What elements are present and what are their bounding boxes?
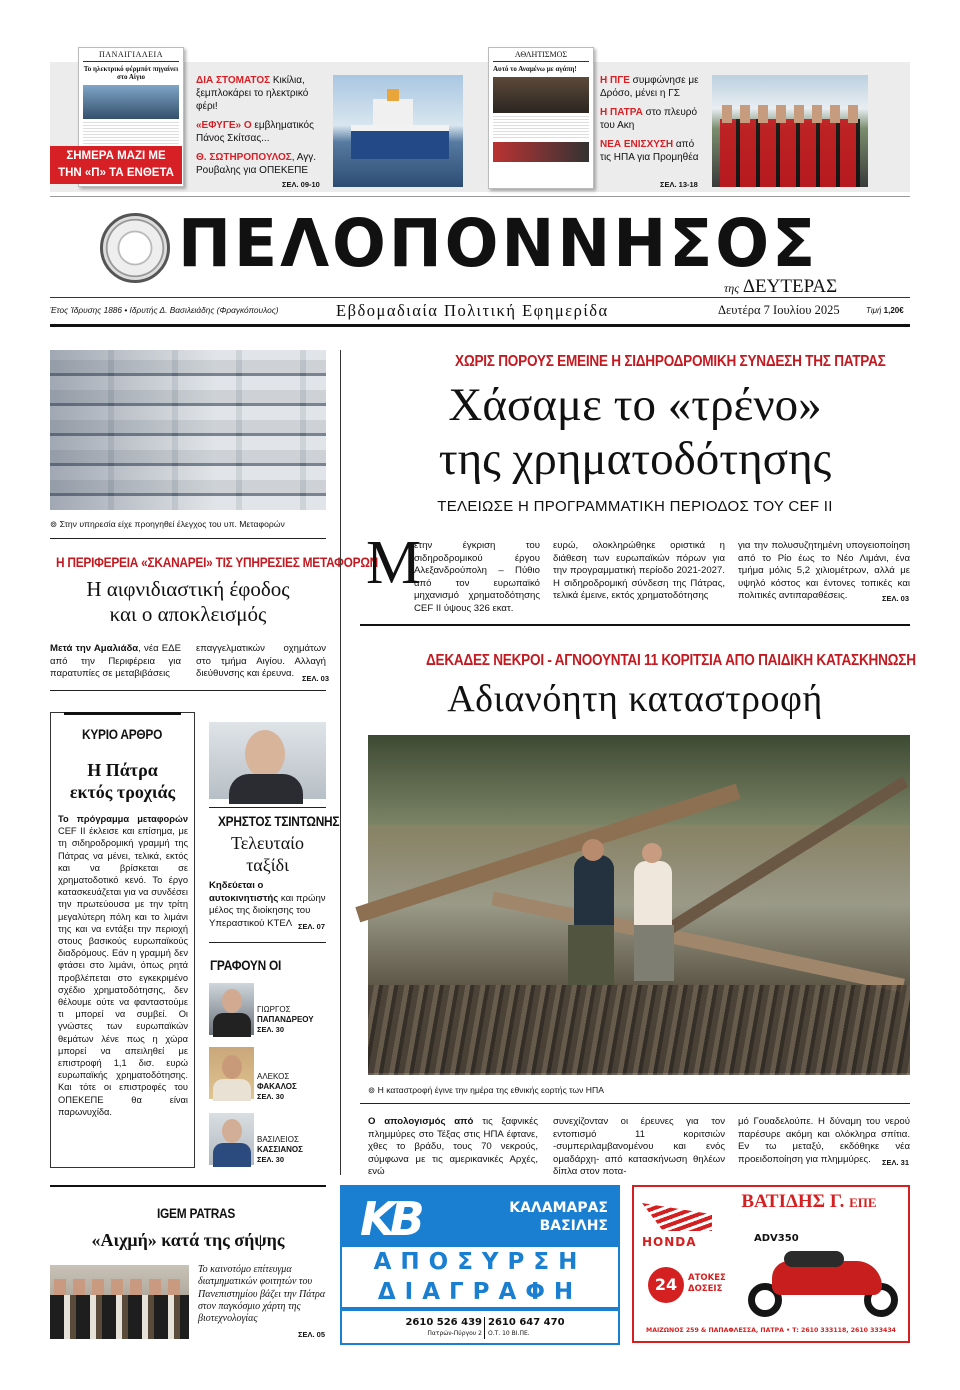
ad-services: ΑΠΟΣΥΡΣΗ ΔΙΑΓΡΑΦΗ [373, 1249, 587, 1305]
sports-headline: Αυτό το Αναμένω με αγάπη! [493, 65, 577, 73]
writers-label: ΓΡΑΦΟΥΝ ΟΙ [210, 957, 282, 973]
dealer-address: ΜΑΙΖΩΝΟΣ 259 & ΠΑΠΑΦΛΕΣΣΑ, ΠΑΤΡΑ • Τ: 2610 333118, 2610 333434 [646, 1327, 896, 1334]
supplement-label: ΠΑΝΑΙΓΙΑΛΕΙΑ [99, 50, 163, 59]
ad-vatidis[interactable] [632, 1185, 910, 1343]
disaster-headline[interactable]: Αδιανόητη καταστροφή [447, 678, 823, 720]
lead-body-col2: ευρώ, ολοκληρώθηκε οριστικά η διάθεση των ευρωπαϊκών πόρων για την προγραμματική περίοδο 2021-2027. Η σιδηροδρομική σύνδεση της Πάτρας, τελικά έμεινε, εκτός χρηματοδότησης [553, 540, 725, 602]
page-ref: ΣΕΛ. 07 [298, 922, 326, 931]
page-ref: ΣΕΛ. 03 [302, 674, 330, 683]
teaser-item: ΔΙΑ ΣΤΟΜΑΤΟΣ Κικίλια, ξεμπλοκάρει το ηλεκτρικό φέρι! [196, 75, 309, 112]
disaster-body-col1: Ο απολογισμός από τις ξαφνικές πλημμύρες στο Τέξας στις ΗΠΑ έφτανε, χθες το βράδυ, τους 70 νεκρούς, σύμφωνα με τις αμερικανικές Αρχές, ενώ [368, 1116, 538, 1178]
teaser-item: ΝΕΑ ΕΝΙΣΧΥΣΗ από τις ΗΠΑ για Προμηθέα [600, 139, 699, 163]
story-body: Μετά την Αμαλιάδα, νέα ΕΔΕ από την Περιφέρεια για παρατυπίες σε μεταβιβάσεις [50, 643, 181, 680]
lead-body-col3: για την πολυσυζητημένη υπογειοποίηση από το Ρίο έως το Νέο Λιμάνι, ένα τμήμα μόλις 5,2 χιλιομέτρων, αλλά με υψηλό κόστος και έντονες τοπικές και πολιτικές αντιπαραθέσεις. [738, 540, 910, 602]
badge-line-2: ΤΗΝ «Π» ΤΑ ΕΝΘΕΤΑ [58, 167, 174, 179]
editorial-title[interactable]: Η Πάτρα εκτός τροχιάς [69, 760, 176, 802]
kb-logo-icon: KB [360, 1192, 419, 1246]
camera-icon: ⊚ [368, 1085, 376, 1095]
masthead-logo [100, 213, 170, 283]
writer-photo [209, 1047, 254, 1099]
editorial-body: Το πρόγραμμα μεταφορών CEF II έκλεισε και επίσημα, με τη σιδηροδρομική γραμμή της Πάτρας να μένει, τελικά, εκτός και να βρίσκεται σε χρηματοδοτικό κενό. Το έργο κατασκευάζεται για να συνδέσει την πρωτεύουσα με την τρίτη μεγαλύτερη πόλη και το λιμάνι της και να εντάξει την περιοχή στους βασικούς ευρωπαϊκούς διαδρόμους. Εάν η γραμμή δεν φτάσει στο λιμάνι, όπως ρητά προβλέπεται στο εγκεκριμένο σχέδιο χρηματοδότησης, δεν θέλουμε ούτε να φανταστούμε τι μπορεί να συμβεί. Οι γνώστες των ευρωπαϊκών θεμάτων λένε πως η χώρα μπορεί να απειληθεί με επιστροφή 1,1 δισ. ευρώ ευρωπαϊκής χρηματοδότησης. Και τότε οι επιστροφές του ΟΠΕΚΕΠΕ θα είναι παρωνυχίδα. [58, 814, 188, 1117]
founded-line: Έτος Ίδρυσης 1886 • Ιδρυτής Δ. Βασιλειάδης (Φραγκόπουλος) [50, 305, 279, 315]
teaser-item: Η ΠΓΕ συμφώνησε με Δρόσο, μένει η ΓΣ [600, 75, 699, 99]
writer-name[interactable]: ΓΙΩΡΓΟΣ ΠΑΠΑΝΔΡΕΟΥ ΣΕΛ. 30 [257, 1005, 314, 1034]
brand-name: HONDA [642, 1235, 697, 1249]
price: Τιμή 1,20€ [866, 306, 904, 315]
installments-text: ΑΤΟΚΕΣ ΔΟΣΕΙΣ [688, 1273, 726, 1294]
page-ref: ΣΕΛ. 03 [882, 594, 910, 603]
ferry-photo [333, 75, 463, 187]
tagline: Εβδομαδιαία Πολιτική Εφημερίδα [336, 301, 609, 320]
team-photo [712, 75, 868, 187]
igem-body: Το καινοτόμο επίτευγμα διατμηματικών φοιτητών του Πανεπιστημίου βάζει την Πάτρα στον παγκόσμιο χάρτη της βιοτεχνολογίας [198, 1264, 326, 1325]
motorcycle-image [744, 1247, 904, 1319]
obituary-body: Κηδεύεται ο αυτοκινητιστής και πρώην μέλος της διοίκησης του Υπεραστικού ΚΤΕΛ [209, 880, 326, 929]
dealer-name: ΒΑΤΙΔΗΣ Γ. ΕΠΕ [741, 1191, 877, 1212]
portrait-photo [209, 722, 326, 799]
supplement-headline: Το ηλεκτρικό φέρμπότ πηγαίνει στο Αίγιο [83, 65, 179, 81]
writer-name[interactable]: ΑΛΕΚΟΣ ΦΑΚΑΛΟΣ ΣΕΛ. 30 [257, 1072, 297, 1101]
ad-phone[interactable]: 2610 526 439 Πατρών-Πύργου 2 [405, 1317, 482, 1337]
teaser-item: Θ. ΣΩΤΗΡΟΠΟΥΛΟΣ, Αγγ. Ρουβαλης για ΟΠΕΚΕΠΕ [196, 152, 317, 176]
sports-label: ΑΘΛΗΤΙΣΜΟΣ [514, 50, 568, 59]
lead-kicker: ΧΩΡΙΣ ΠΟΡΟΥΣ ΕΜΕΙΝΕ Η ΣΙΔΗΡΟΔΡΟΜΙΚΗ ΣΥΝΔΕΣΗ ΤΗΣ ΠΑΤΡΑΣ [455, 353, 886, 370]
badge-line-1: ΣΗΜΕΡΑ ΜΑΖΙ ΜΕ [66, 150, 166, 162]
page-ref: ΣΕΛ. 09-10 [282, 180, 320, 189]
camera-icon: ⊚ [50, 519, 58, 529]
story-body: επαγγελματικών οχημάτων στο τμήμα Αιγίου. Αλλαγή διεύθυνσης και έρευνα. [196, 643, 326, 680]
drop-cap: Μ [366, 529, 422, 597]
editorial-label: ΚΥΡΙΟ ΑΡΘΡΟ [82, 726, 163, 742]
story-headline[interactable]: Η αιφνιδιαστική έφοδος και ο αποκλεισμός [86, 577, 290, 626]
ad-phone[interactable]: 2610 647 470 Ο.Τ. 10 ΒΙ.ΠΕ. [488, 1317, 565, 1337]
writer-photo [209, 983, 254, 1035]
disaster-body-col3: μό Γουαδελούπε. Η δύναμη του νερού παρέσυρε ακόμη και ολόκληρα σπίτια. Εν τω μεταξύ, εκδόθηκε νέα προειδοποίηση για πλημμύρες. [738, 1116, 910, 1165]
ad-name: ΚΑΛΑΜΑΡΑΣ ΒΑΣΙΛΗΣ [509, 1200, 608, 1234]
plates-photo [50, 350, 326, 510]
teaser-right[interactable] [600, 74, 706, 170]
masthead-subtitle: της ΔΕΥΤΕΡΑΣ [724, 276, 838, 297]
obituary-name: ΧΡΗΣΤΟΣ ΤΣΙΝΤΩΝΗΣ [218, 813, 340, 829]
supplement-badge [50, 146, 182, 184]
installments-badge: 24 [648, 1267, 684, 1303]
honda-wing-icon [642, 1203, 712, 1231]
story-kicker: Η ΠΕΡΙΦΕΡΕΙΑ «ΣΚΑΝΑΡΕΙ» ΤΙΣ ΥΠΗΡΕΣΙΕΣ ΜΕΤΑΦΟΡΩΝ [56, 554, 378, 570]
model-name: ADV350 [754, 1233, 799, 1244]
issue-date: Δευτέρα 7 Ιουλίου 2025 [718, 303, 840, 317]
masthead-title: ΠΕΛΟΠΟΝΝΗΣΟΣ [178, 205, 819, 282]
igem-photo [50, 1265, 189, 1339]
photo-caption: ⊚ Η καταστροφή έγινε την ημέρα της εθνικής εορτής των ΗΠΑ [368, 1085, 604, 1095]
page-ref: ΣΕΛ. 13-18 [660, 180, 698, 189]
disaster-body-col2: συνεχίζονταν οι έρευνες για τον εντοπισμό 11 κοριτσιών -συμπεριλαμβανομένου και ενός ομαδάρχη- από κατασκήνωση θηλέων δίπλα στον ποτα- [553, 1116, 725, 1178]
lead-body-col1: ετην έγκριση του σιδηροδρομικού έργου Αλεξανδρούπολη – Πύθιο από τον ευρωπαϊκό μηχανισμό χρηματοδότησης CEF II ύψους 326 εκατ. [414, 540, 540, 614]
disaster-kicker: ΔΕΚΑΔΕΣ ΝΕΚΡΟΙ - ΑΓΝΟΟΥΝΤΑΙ 11 ΚΟΡΙΤΣΙΑ ΑΠΟ ΠΑΙΔΙΚΗ ΚΑΤΑΣΚΗΝΩΣΗ [426, 652, 916, 669]
page-ref: ΣΕΛ. 31 [882, 1158, 910, 1167]
teaser-item: Η ΠΑΤΡΑ στο πλευρό του Ακη [600, 107, 698, 131]
igem-label: IGEM PATRAS [157, 1205, 236, 1221]
photo-caption: ⊚ Στην υπηρεσία είχε προηγηθεί έλεγχος του υπ. Μεταφορών [50, 519, 285, 529]
writer-photo [209, 1113, 254, 1165]
lead-subhead: ΤΕΛΕΙΩΣΕ Η ΠΡΟΓΡΑΜΜΑΤΙΚΗ ΠΕΡΙΟΔΟΣ ΤΟΥ CEF II [437, 498, 833, 515]
teaser-item: «ΕΦΥΓΕ» Ο εμβληματικός Πάνος Σκίτσας... [196, 120, 314, 144]
page-ref: ΣΕΛ. 05 [298, 1330, 326, 1339]
sports-thumbnail[interactable] [488, 47, 594, 189]
lead-headline[interactable]: Χάσαμε το «τρένο» της χρηματοδότησης [438, 379, 832, 485]
teaser-left[interactable] [196, 74, 328, 183]
igem-headline[interactable]: «Αιχμή» κατά της σήψης [91, 1230, 285, 1250]
disaster-photo [368, 735, 910, 1073]
ad-kalamaras[interactable] [340, 1185, 620, 1345]
writer-name[interactable]: ΒΑΣΙΛΕΙΟΣ ΚΑΣΣΙΑΝΟΣ ΣΕΛ. 30 [257, 1135, 303, 1164]
obituary-title[interactable]: Τελευταίο ταξίδι [230, 833, 305, 875]
